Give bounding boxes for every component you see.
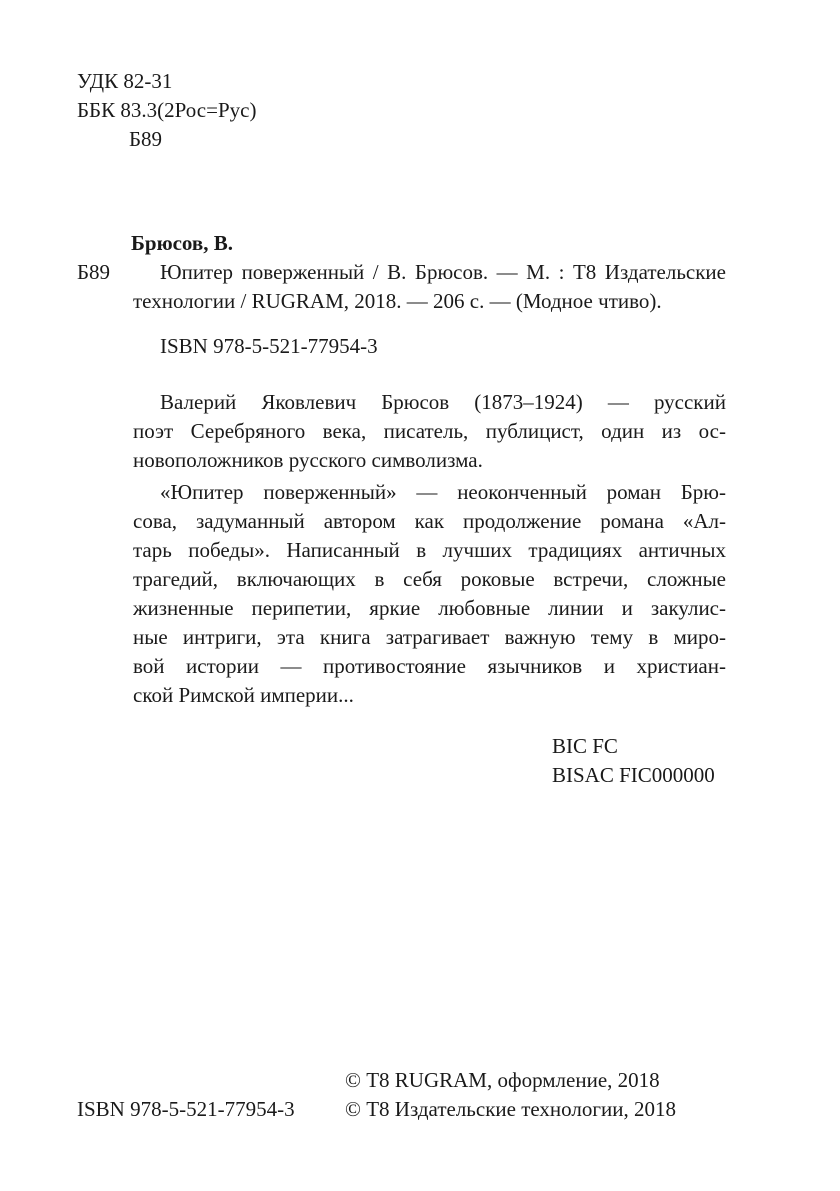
author-heading: Брюсов, В. — [131, 231, 234, 255]
annotation-line: Валерий Яковлевич Брюсов (1873–1924) — русский — [160, 390, 726, 414]
annotation-line: сова, задуманный автором как продолжение романа «Ал- — [133, 509, 726, 533]
entry-isbn: ISBN 978-5-521-77954-3 — [160, 334, 378, 358]
annotation-line: трагедий, включающих в себя роковые встречи, сложные — [133, 567, 726, 591]
bibliographic-line: технологии / RUGRAM, 2018. — 206 с. — (Модное чтиво). — [133, 289, 662, 313]
copyright-publisher: © Т8 Издательские технологии, 2018 — [345, 1097, 676, 1121]
bisac-code: BISAC FIC000000 — [552, 763, 715, 787]
annotation-line: новоположников русского символизма. — [133, 448, 483, 472]
annotation-line: ные интриги, эта книга затрагивает важную тему в миро- — [133, 625, 726, 649]
annotation-line: «Юпитер поверженный» — неоконченный роман Брю- — [160, 480, 726, 504]
annotation-line: жизненные перипетии, яркие любовные линии и закулис- — [133, 596, 726, 620]
entry-margin-mark: Б89 — [77, 260, 111, 284]
udk-code: УДК 82-31 — [77, 69, 173, 93]
footer-isbn: ISBN 978-5-521-77954-3 — [77, 1097, 295, 1121]
annotation-line: поэт Серебряного века, писатель, публицист, один из ос- — [133, 419, 726, 443]
annotation-line: тарь победы». Написанный в лучших традициях античных — [133, 538, 726, 562]
author-mark: Б89 — [129, 127, 163, 151]
bic-code: BIC FC — [552, 734, 618, 758]
bibliographic-line: Юпитер поверженный / В. Брюсов. — М. : Т8 Издательские — [160, 260, 726, 284]
annotation-line: ской Римской империи... — [133, 683, 354, 707]
copyright-design: © Т8 RUGRAM, оформление, 2018 — [345, 1068, 660, 1092]
annotation-line: вой истории — противостояние язычников и христиан- — [133, 654, 726, 678]
bbk-code: ББК 83.3(2Рос=Рус) — [77, 98, 257, 122]
